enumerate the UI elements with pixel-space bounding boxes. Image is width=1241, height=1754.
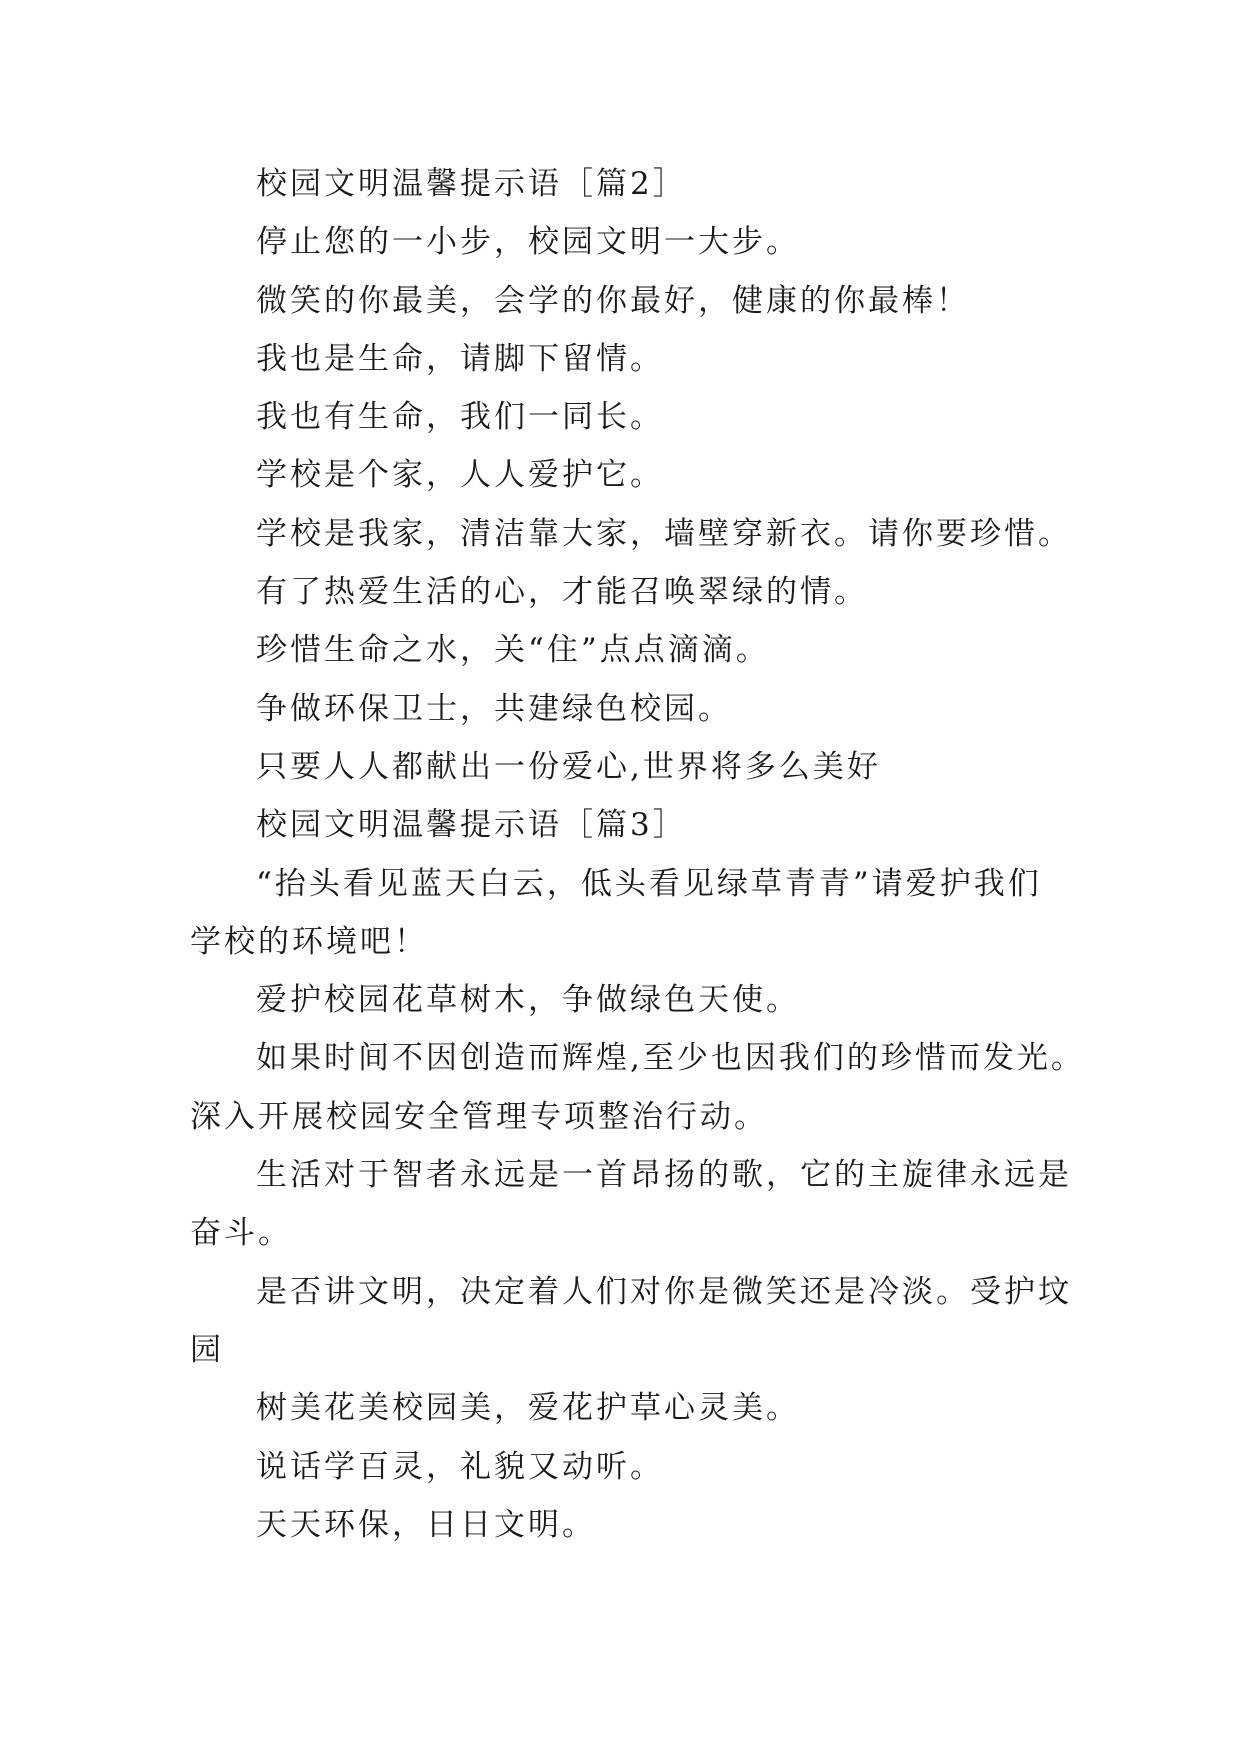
paragraph-line-continuation: 深入开展校园安全管理专项整治行动。 xyxy=(190,1098,768,1135)
paragraph-line: 学校是我家，清洁靠大家，墙壁穿新衣。请你要珍惜。 xyxy=(256,515,1072,552)
paragraph-line: 有了热爱生活的心，才能召唤翠绿的情。 xyxy=(256,574,868,611)
section-heading-3: 校园文明温馨提示语［篇3］ xyxy=(256,807,687,844)
paragraph-line: 如果时间不因创造而辉煌,至少也因我们的珍惜而发光。 xyxy=(256,1040,1085,1077)
paragraph-line: 我也是生命，请脚下留情。 xyxy=(256,340,664,377)
paragraph-line: 树美花美校园美，爱花护草心灵美。 xyxy=(256,1390,800,1427)
paragraph-line: 生活对于智者永远是一首昂扬的歌，它的主旋律永远是 xyxy=(256,1157,1072,1194)
paragraph-line: 争做环保卫士，共建绿色校园。 xyxy=(256,690,732,727)
paragraph-line-continuation: 园 xyxy=(190,1331,224,1368)
paragraph-line-continuation: 奋斗。 xyxy=(190,1215,292,1252)
paragraph-line: 停止您的一小步，校园文明一大步。 xyxy=(256,224,800,261)
paragraph-line: 是否讲文明，决定着人们对你是微笑还是冷淡。受护坟 xyxy=(256,1273,1072,1310)
paragraph-line: 我也有生命，我们一同长。 xyxy=(256,399,664,436)
paragraph-line: 说话学百灵，礼貌又动听。 xyxy=(256,1448,664,1485)
paragraph-line: 天天环保，日日文明。 xyxy=(256,1506,596,1543)
section-heading-2: 校园文明温馨提示语［篇2］ xyxy=(256,166,687,202)
paragraph-line: “抬头看见蓝天白云，低头看见绿草青青”请爱护我们 xyxy=(256,865,1042,902)
paragraph-line-continuation: 学校的环境吧！ xyxy=(190,923,428,960)
paragraph-line: 微笑的你最美，会学的你最好，健康的你最棒！ xyxy=(256,282,970,319)
paragraph-line: 珍惜生命之水，关“住”点点滴滴。 xyxy=(256,632,770,669)
paragraph-line: 只要人人都献出一份爱心,世界将多么美好 xyxy=(256,748,881,785)
document-body xyxy=(190,155,1085,1554)
paragraph-line: 爱护校园花草树木，争做绿色天使。 xyxy=(256,982,800,1019)
paragraph-line: 学校是个家，人人爱护它。 xyxy=(256,457,664,494)
